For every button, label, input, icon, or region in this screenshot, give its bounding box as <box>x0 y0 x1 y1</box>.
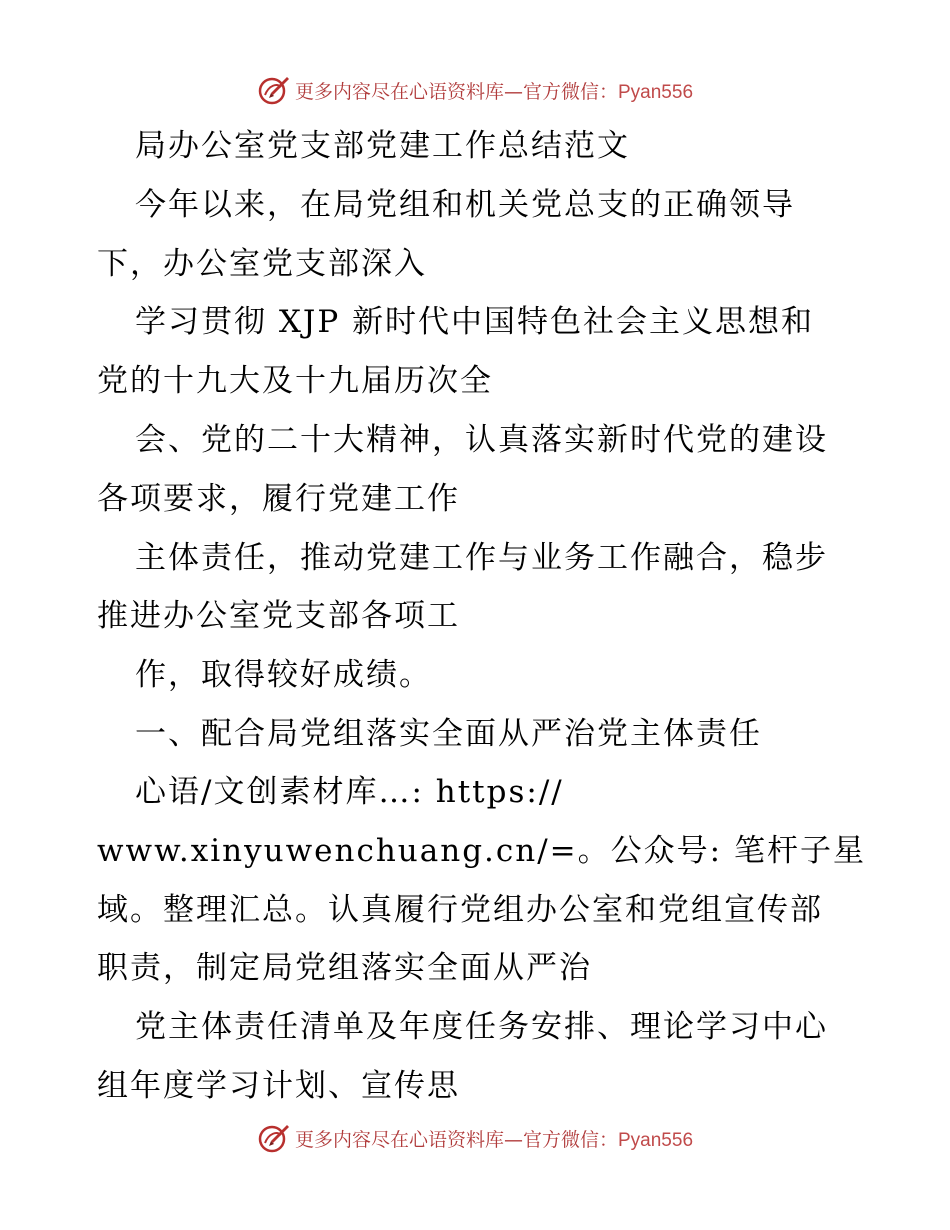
paragraph-line: 组年度学习计划、宣传思 <box>97 1068 460 1104</box>
banner-wechat-id: Pyan556 <box>618 1129 694 1151</box>
paragraph-line: 推进办公室党支部各项工 <box>97 598 460 634</box>
banner-wechat-label: 官方微信： <box>522 1128 618 1151</box>
pen-swirl-logo-icon <box>257 1121 291 1155</box>
paragraph-line: 心语/文创素材库…: https:// <box>135 774 564 810</box>
banner-separator: — <box>503 1128 523 1151</box>
paragraph-line: 下，办公室党支部深入 <box>97 246 427 282</box>
paragraph-line: 职责，制定局党组落实全面从严治 <box>97 950 592 986</box>
paragraph-line: 域。整理汇总。认真履行党组办公室和党组宣传部 <box>97 892 823 928</box>
paragraph-line: 会、党的二十大精神，认真落实新时代党的建设 <box>135 422 828 458</box>
footer-watermark-banner <box>0 1118 950 1158</box>
paragraph-line: www.xinyuwenchuang.cn/=。公众号: 笔杆子星 <box>97 833 866 869</box>
banner-wechat-id: Pyan556 <box>618 81 694 103</box>
paragraph-line: 党主体责任清单及年度任务安排、理论学习中心 <box>135 1009 828 1045</box>
paragraph-line: 各项要求，履行党建工作 <box>97 481 460 517</box>
banner-main-text: 更多内容尽在心语资料库 <box>294 80 504 103</box>
banner-wechat-label: 官方微信： <box>522 80 618 103</box>
paragraph-line: 主体责任，推动党建工作与业务工作融合，稳步 <box>135 540 828 576</box>
banner-text <box>295 1125 693 1152</box>
banner-separator: — <box>503 80 523 103</box>
paragraph-line: 作，取得较好成绩。 <box>135 657 432 693</box>
document-title: 局办公室党支部党建工作总结范文 <box>135 128 630 164</box>
section-heading: 一、配合局党组落实全面从严治党主体责任 <box>135 716 762 752</box>
paragraph-line: 今年以来，在局党组和机关党总支的正确领导 <box>135 187 795 223</box>
paragraph-line: 学习贯彻 XJP 新时代中国特色社会主义思想和 <box>135 304 815 340</box>
paragraph-line: 党的十九大及十九届历次全 <box>97 363 493 399</box>
banner-main-text: 更多内容尽在心语资料库 <box>294 1128 504 1151</box>
